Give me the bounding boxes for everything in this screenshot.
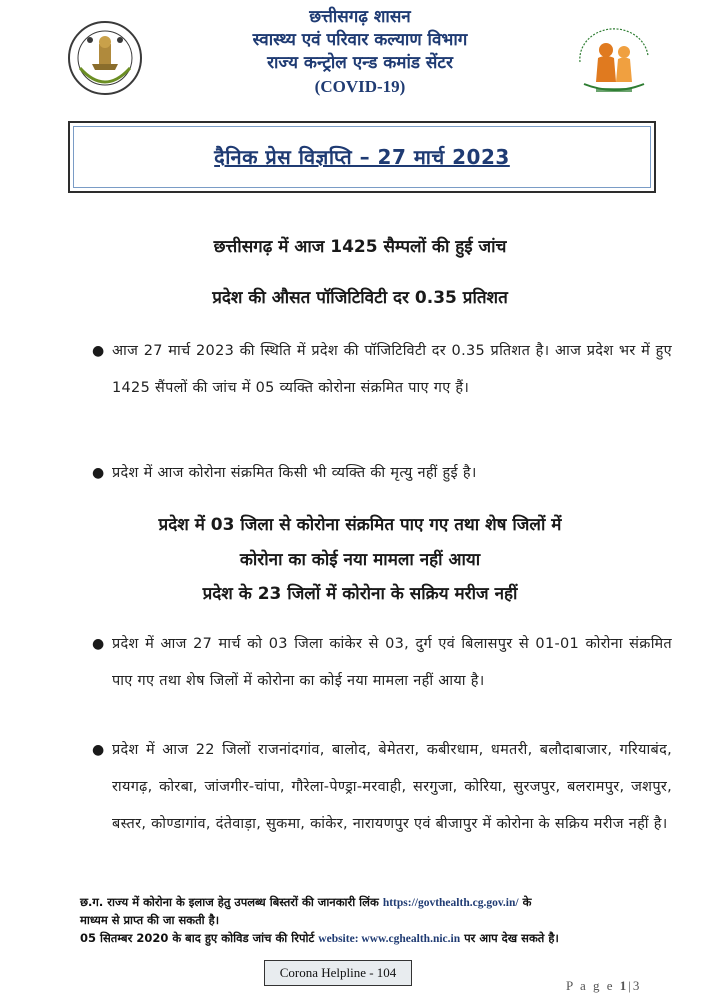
control-centre-name: राज्य कन्ट्रोल एन्ड कमांड सेंटर <box>267 53 453 73</box>
department-name: स्वास्थ्य एवं परिवार कल्याण विभाग <box>252 30 468 50</box>
helpline-box: Corona Helpline - 104 <box>264 960 412 986</box>
covid-label: (COVID-19) <box>314 77 406 96</box>
footer-beds-suffix: के <box>522 895 532 909</box>
bullet-icon: ● <box>92 636 105 652</box>
heading-positivity: प्रदेश की औसत पॉजिटिविटी दर 0.35 प्रतिशत <box>212 288 508 308</box>
header-block <box>150 6 570 98</box>
footer-report-text: 05 सितम्बर 2020 के बाद हुए कोविड जांच की रिपोर्ट <box>80 931 315 945</box>
bullet-icon: ● <box>92 742 105 758</box>
bullet-icon: ● <box>92 465 105 481</box>
footer-beds-info <box>80 893 680 912</box>
beds-link[interactable]: https://govthealth.cg.gov.in/ <box>382 897 519 909</box>
paragraph-positivity: आज 27 मार्च 2023 की स्थिति में प्रदेश की पॉजिटिविटी दर 0.35 प्रतिशत है। आज प्रदेश भर में हुए 1425 सैंपलों की जांच में 05 व्यक्ति कोरोना संक्रमित पाए गए हैं। <box>112 343 672 396</box>
page-label: P a g e <box>566 978 615 993</box>
paragraph-deaths: प्रदेश में आज कोरोना संक्रमित किसी भी व्यक्ति की मृत्यु नहीं हुई है। <box>112 465 477 481</box>
heading-no-active: प्रदेश के 23 जिलों में कोरोना के सक्रिय मरीज नहीं <box>202 584 518 604</box>
heading-districts: प्रदेश में 03 जिला से कोरोना संक्रमित पाए गए तथा शेष जिलों में <box>158 515 562 535</box>
govt-name: छत्तीसगढ़ शासन <box>309 7 411 27</box>
page-current: 1 <box>619 978 629 993</box>
bullet-icon: ● <box>92 343 105 359</box>
heading-no-new-cases: कोरोना का कोई नया मामला नहीं आया <box>239 550 481 570</box>
page-number: P a g e 1|3 <box>566 978 642 993</box>
footer-beds-text: छ.ग. राज्य में कोरोना के इलाज हेतु उपलब्ध बिस्तरों की जानकारी लिंक <box>80 895 379 909</box>
heading-samples: छत्तीसगढ़ में आज 1425 सैम्पलों की हुई जांच <box>213 237 507 257</box>
page-total: 3 <box>632 978 642 993</box>
title-box <box>68 121 656 193</box>
footer-report-info <box>80 929 680 948</box>
health-department-logo-icon <box>570 26 658 98</box>
report-link[interactable]: website: www.cghealth.nic.in <box>318 933 461 945</box>
footer-beds-info-cont: माध्यम से प्राप्त की जा सकती है। <box>80 913 220 927</box>
paragraph-district-cases: प्रदेश में आज 27 मार्च को 03 जिला कांकेर से 03, दुर्ग एवं बिलासपुर से 01-01 कोरोना संक्रमित पाए गए तथा शेष जिलों में कोरोना का कोई नया मामला नहीं आया है। <box>112 636 672 689</box>
paragraph-active-districts: प्रदेश में आज 22 जिलों राजनांदगांव, बालोद, बेमेतरा, कबीरधाम, धमतरी, बलौदाबाजार, गरियाबंद, रायगढ़, कोरबा, जांजगीर-चांपा, गौरेला-पेण्ड्रा-मरवाही, सरगुजा, कोरिया, सुरजपुर, बलरामपुर, जशपुर, बस्तर, कोण्डागांव, दंतेवाड़ा, सुकमा, कांकेर, नारायणपुर एवं बीजापुर में कोरोना के सक्रिय मरीज नहीं है। <box>112 742 672 832</box>
press-release-title: दैनिक प्रेस विज्ञप्ति – 27 मार्च 2023 <box>214 145 510 169</box>
footer-report-suffix: पर आप देख सकते है। <box>464 931 559 945</box>
govt-emblem-icon <box>66 18 144 100</box>
